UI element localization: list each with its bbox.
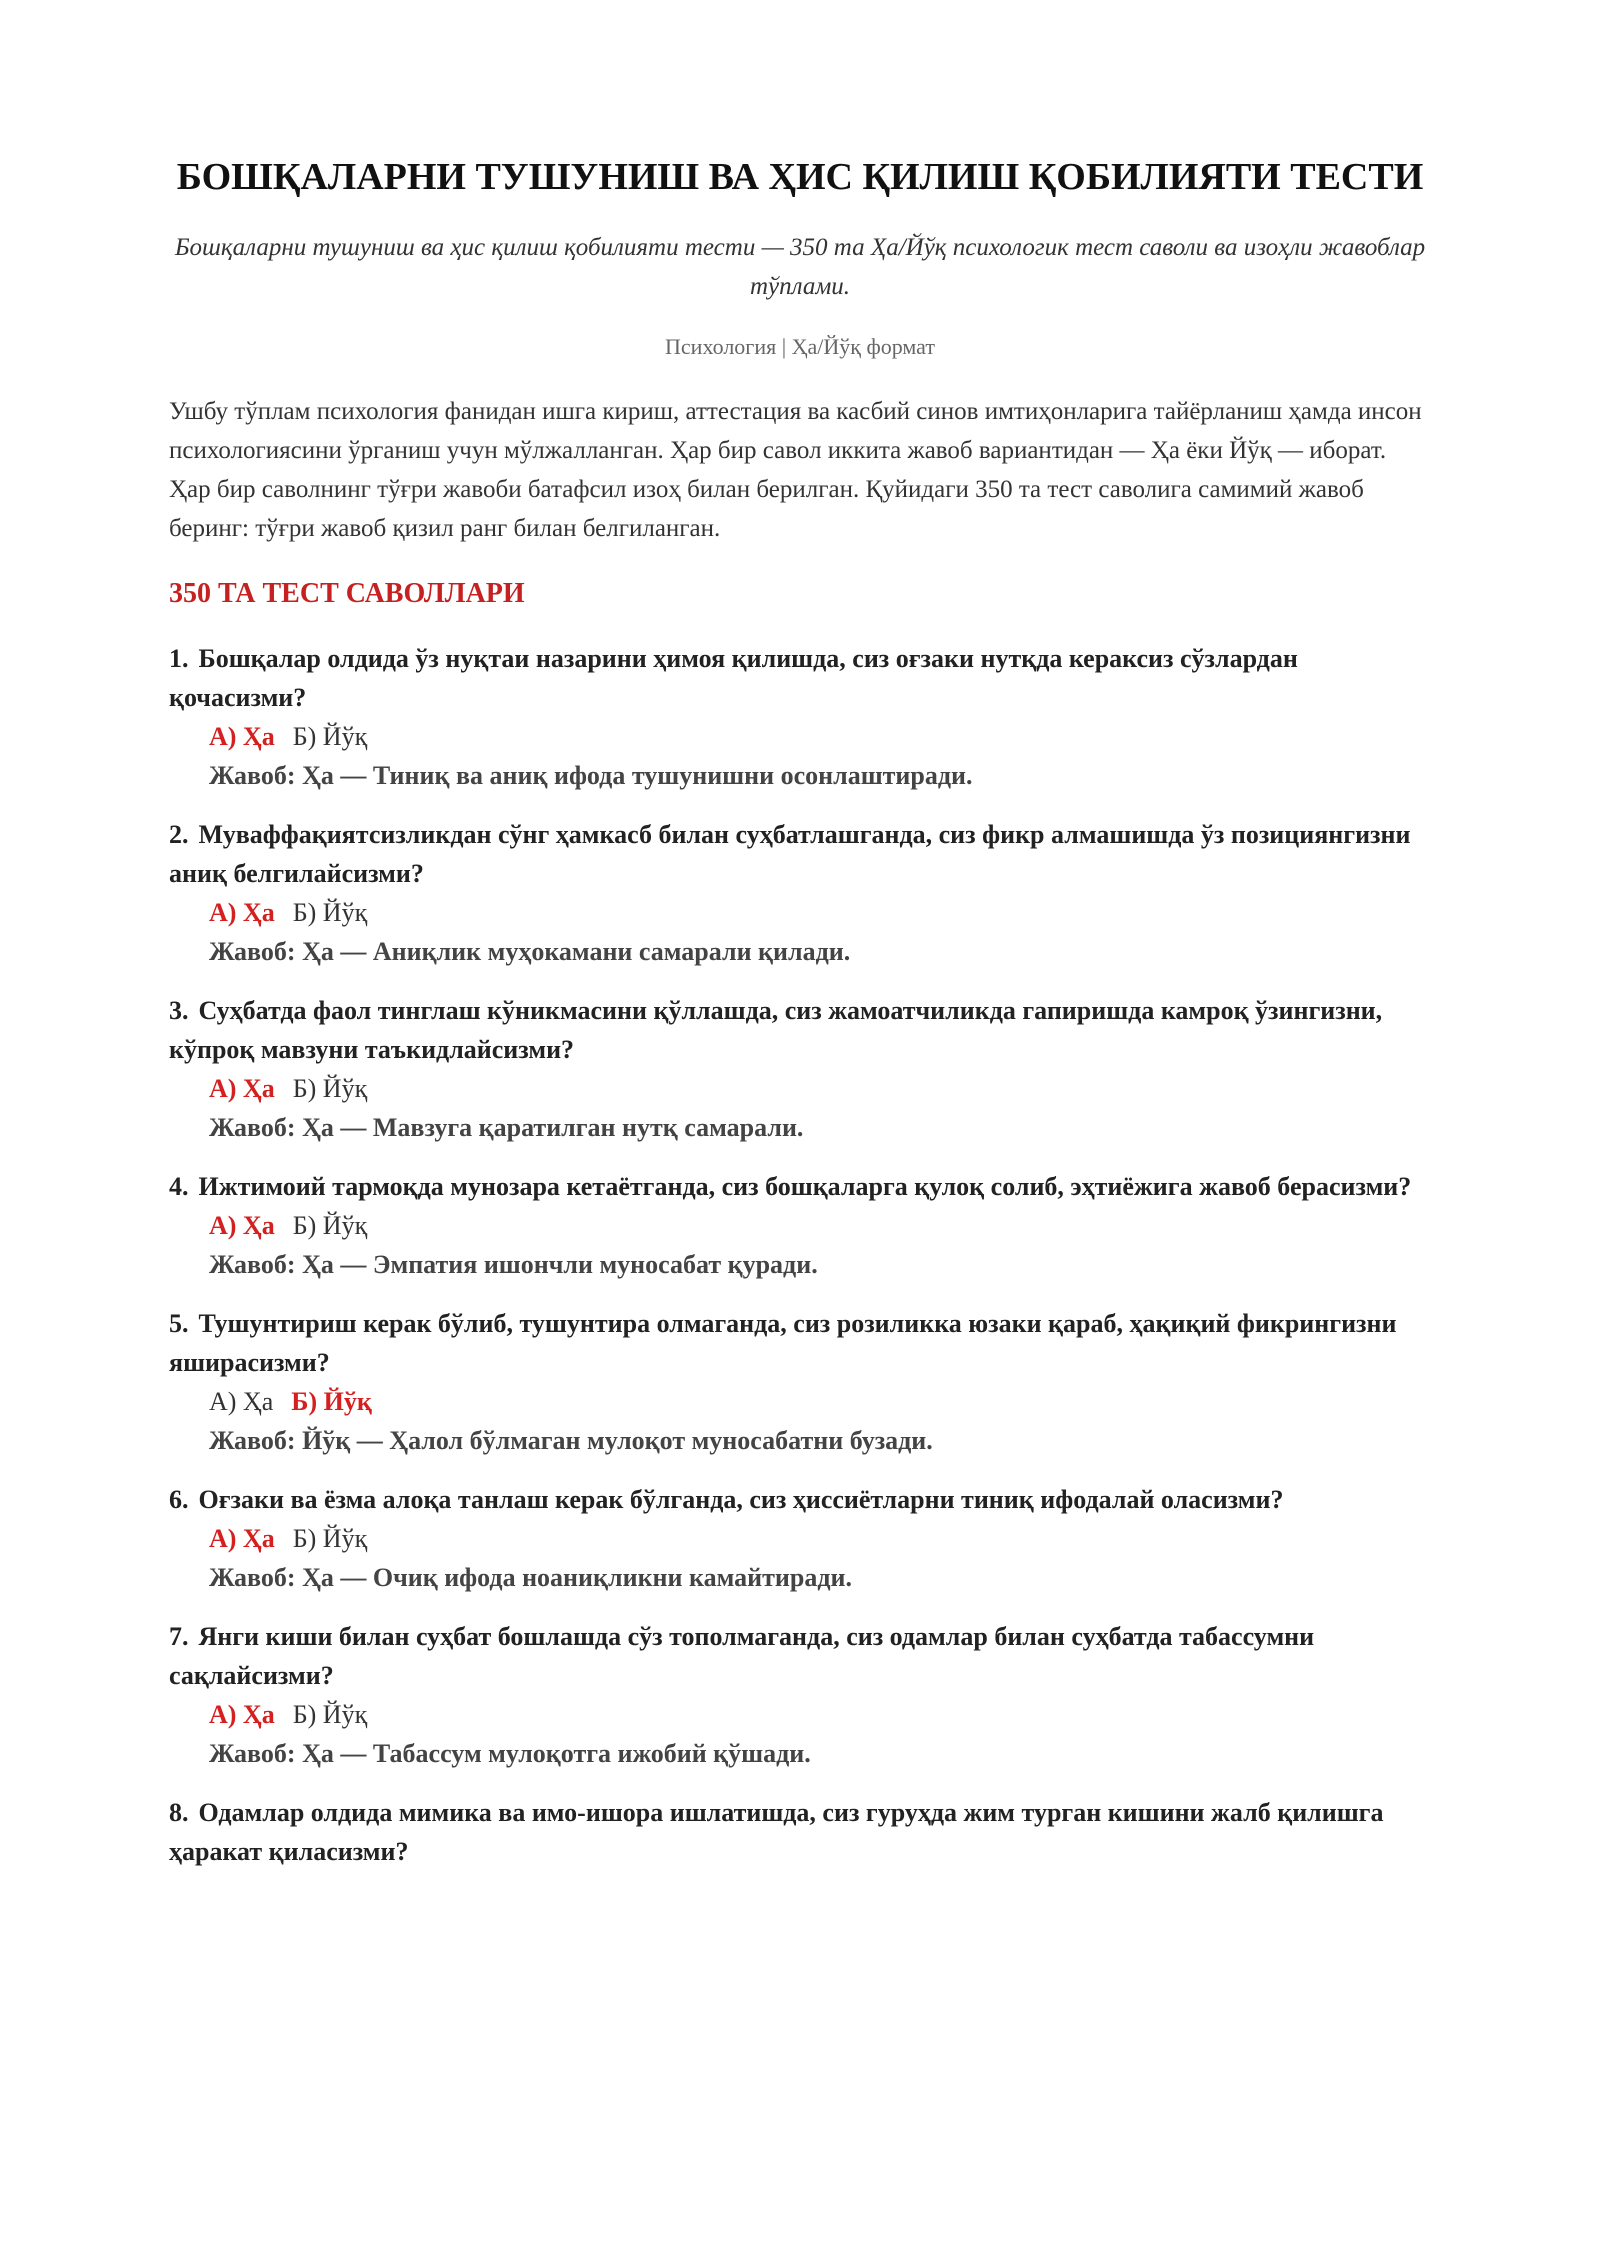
question-list — [169, 639, 1431, 1871]
question-item — [169, 1617, 1431, 1773]
option-b: Б) Йўқ — [292, 1524, 368, 1553]
intro-paragraph: Ушбу тўплам психология фанидан ишга кириш, аттестация ва касбий синов имтиҳонларига тайёрланиш ҳамда инсон психологиясини ўрганиш учун мўлжалланган. Ҳар бир савол иккита жавоб вариантидан — Ҳа ёки Йўқ — иборат. Ҳар бир саволнинг тўғри жавоби батафсил изоҳ билан берилган. Қуйидаги 350 та тест саволига самимий жавоб беринг: тўғри жавоб қизил ранг билан белгиланган. — [169, 398, 1422, 542]
option-a: А) Ҳа — [209, 898, 275, 927]
answer-options — [209, 717, 1431, 756]
question-body: Оғзаки ва ёзма алоқа танлаш керак бўлганда, сиз ҳиссиётларни тиниқ ифодалай оласизми? — [198, 1485, 1284, 1514]
question-text — [169, 1167, 1431, 1206]
question-text — [169, 1480, 1431, 1519]
option-b: Б) Йўқ — [292, 1700, 368, 1729]
document-subtitle: Бошқаларни тушуниш ва ҳис қилиш қобилияти тести — 350 та Ҳа/Йўқ психологик тест саволи ва изоҳли жавоблар тўплами. — [174, 234, 1426, 300]
question-item — [169, 1167, 1431, 1284]
question-item — [169, 639, 1431, 795]
answer-explanation: Жавоб: Ҳа — Мавзуга қаратилган нутқ самарали. — [209, 1113, 804, 1142]
document-page — [169, 0, 1431, 1891]
option-b: Б) Йўқ — [292, 722, 368, 751]
section-heading: 350 ТА ТЕСТ САВОЛЛАРИ — [169, 578, 525, 609]
question-body: Одамлар олдида мимика ва имо-ишора ишлатишда, сиз гуруҳда жим турган кишини жалб қилишга ҳаракат қиласизми? — [169, 1798, 1384, 1866]
question-item — [169, 991, 1431, 1147]
answer-options — [209, 1382, 1431, 1421]
option-a: А) Ҳа — [209, 722, 275, 751]
question-body: Муваффақиятсизликдан сўнг ҳамкасб билан суҳбатлашганда, сиз фикр алмашишда ўз позициянгизни аниқ белгилайсизми? — [169, 820, 1411, 888]
option-b: Б) Йўқ — [292, 1211, 368, 1240]
question-body: Суҳбатда фаол тинглаш кўникмасини қўллашда, сиз жамоатчиликда гапиришда камроқ ўзингизни, кўпроқ мавзуни таъкидлайсизми? — [169, 996, 1383, 1064]
answer-options — [209, 1206, 1431, 1245]
answer-options — [209, 1695, 1431, 1734]
question-text — [169, 815, 1431, 893]
option-b: Б) Йўқ — [291, 1387, 372, 1416]
question-item — [169, 815, 1431, 971]
answer-options — [209, 1069, 1431, 1108]
option-a: А) Ҳа — [209, 1074, 275, 1103]
question-number: 8. — [169, 1798, 189, 1827]
question-item — [169, 1480, 1431, 1597]
question-number: 5. — [169, 1309, 189, 1338]
question-text — [169, 1304, 1431, 1382]
option-b: Б) Йўқ — [292, 1074, 368, 1103]
question-text — [169, 639, 1431, 717]
question-number: 7. — [169, 1622, 189, 1651]
answer-explanation: Жавоб: Йўқ — Ҳалол бўлмаган мулоқот муносабатни бузади. — [209, 1426, 933, 1455]
option-a: А) Ҳа — [209, 1700, 275, 1729]
question-body: Ижтимоий тармоқда мунозара кетаётганда, сиз бошқаларга қулоқ солиб, эҳтиёжига жавоб берасизми? — [198, 1172, 1412, 1201]
question-item — [169, 1304, 1431, 1460]
answer-explanation: Жавоб: Ҳа — Эмпатия ишончли муносабат қуради. — [209, 1250, 818, 1279]
answer-explanation: Жавоб: Ҳа — Тиниқ ва аниқ ифода тушунишни осонлаштиради. — [209, 761, 973, 790]
question-number: 6. — [169, 1485, 189, 1514]
answer-options — [209, 893, 1431, 932]
answer-explanation: Жавоб: Ҳа — Очиқ ифода ноаниқликни камайтиради. — [209, 1563, 852, 1592]
question-body: Янги киши билан суҳбат бошлашда сўз тополмаганда, сиз одамлар билан суҳбатда табассумни сақлайсизми? — [169, 1622, 1315, 1690]
option-a: А) Ҳа — [209, 1387, 274, 1416]
question-number: 3. — [169, 996, 189, 1025]
document-title: БОШҚАЛАРНИ ТУШУНИШ ВА ҲИС ҚИЛИШ ҚОБИЛИЯТИ ТЕСТИ — [176, 156, 1424, 198]
option-a: А) Ҳа — [209, 1524, 275, 1553]
question-item — [169, 1793, 1431, 1871]
question-text — [169, 991, 1431, 1069]
question-number: 1. — [169, 644, 189, 673]
question-text — [169, 1617, 1431, 1695]
question-number: 2. — [169, 820, 189, 849]
answer-options — [209, 1519, 1431, 1558]
answer-explanation: Жавоб: Ҳа — Аниқлик муҳокамани самарали қилади. — [209, 937, 851, 966]
question-body: Тушунтириш керак бўлиб, тушунтира олмаганда, сиз розиликка юзаки қараб, ҳақиқий фикрингизни яширасизми? — [169, 1309, 1397, 1377]
answer-explanation: Жавоб: Ҳа — Табассум мулоқотга ижобий қўшади. — [209, 1739, 811, 1768]
document-meta: Психология | Ҳа/Йўқ формат — [665, 334, 935, 359]
question-body: Бошқалар олдида ўз нуқтаи назарини ҳимоя қилишда, сиз оғзаки нутқда кераксиз сўзлардан қочасизми? — [169, 644, 1298, 712]
option-a: А) Ҳа — [209, 1211, 275, 1240]
question-number: 4. — [169, 1172, 189, 1201]
question-text — [169, 1793, 1431, 1871]
option-b: Б) Йўқ — [292, 898, 368, 927]
